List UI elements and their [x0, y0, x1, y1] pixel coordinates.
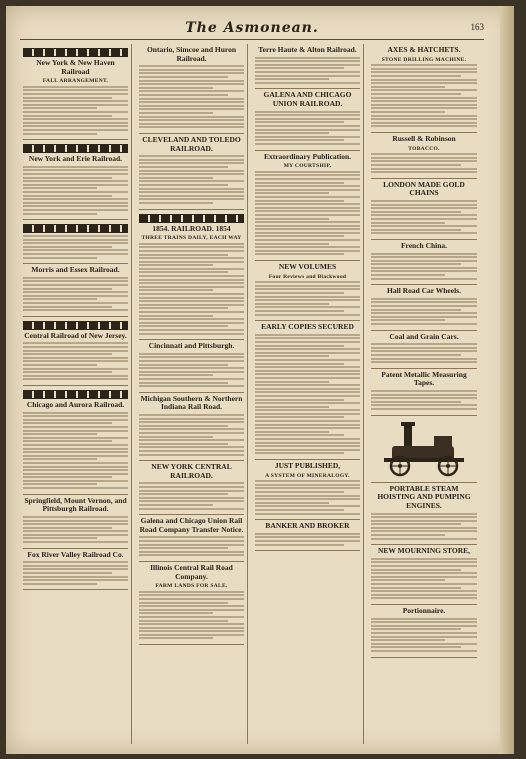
ad-body-text [23, 412, 128, 489]
ad-body-text [371, 153, 477, 173]
advertisement [139, 44, 244, 134]
column-3 [252, 44, 364, 744]
train-cut-illustration [23, 224, 128, 233]
advertisement [23, 44, 128, 140]
ad-body-text [139, 353, 244, 387]
ad-title: GALENA AND CHICAGO UNION RAILROAD. [263, 90, 352, 108]
train-cut-illustration [23, 390, 128, 399]
masthead: The Asmonean. [185, 20, 319, 36]
ad-body-text [371, 253, 477, 280]
ad-body-text [255, 334, 360, 455]
ad-title: NEW VOLUMES [278, 262, 337, 272]
page-spine [500, 6, 514, 754]
advertisement [255, 89, 360, 150]
ad-title: French China. [400, 240, 448, 250]
advertisement [371, 179, 477, 240]
ad-title: JUST PUBLISHED, [274, 461, 341, 470]
ad-subtitle: Four Reviews and Blackwood [268, 273, 347, 280]
ad-title: Morris and Essex Railroad. [31, 265, 120, 275]
advertisement [371, 240, 477, 285]
ad-body-text [255, 171, 360, 256]
train-cut-illustration [23, 321, 128, 330]
advertisement [139, 562, 244, 645]
page-number: 163 [470, 22, 484, 32]
ad-title: Illinois Central Rail Road Company. [150, 562, 233, 581]
advertisement [23, 495, 128, 549]
advertisement [139, 210, 244, 341]
advertisement [371, 545, 477, 605]
ad-body-text [23, 277, 128, 311]
ad-title: NEW MOURNING STORE, [377, 546, 471, 556]
advertisement [255, 460, 360, 520]
ad-body-text [371, 618, 477, 652]
ad-title: Michigan Southern & Northern Indiana Rail Road. [140, 393, 243, 412]
newspaper-page [6, 6, 514, 754]
ad-title: Chicago and Aurora Railroad. [26, 399, 125, 409]
advertisement [255, 321, 360, 460]
page-header [20, 20, 484, 40]
ad-body-text [371, 298, 477, 325]
ad-body-text [139, 591, 244, 640]
ad-title: Cincinnati and Pittsburgh. [148, 341, 235, 351]
ad-title: AXES & HATCHETS. [387, 45, 461, 54]
ad-title: Coal and Grain Cars. [389, 331, 459, 341]
advertisement [23, 549, 128, 591]
column-4 [368, 44, 480, 744]
advertisement [23, 317, 128, 386]
ad-body-text [139, 155, 244, 204]
ad-body-text [139, 536, 244, 556]
ad-body-text [23, 342, 128, 380]
ad-subtitle: FALL ARRANGEMENT. [42, 78, 109, 85]
ad-title: Extraordinary Publication. [263, 151, 352, 161]
columns [20, 44, 484, 744]
ad-title: CLEVELAND AND TOLEDO RAILROAD. [142, 134, 241, 153]
ad-subtitle: TOBACCO. [408, 145, 440, 152]
ad-title: Terre Haute & Alton Railroad. [258, 45, 357, 54]
column-1 [20, 44, 132, 744]
ad-title: Galena and Chicago Union Rail Road Company Transfer Notice. [139, 516, 244, 534]
ad-title: LONDON MADE GOLD CHAINS [383, 179, 465, 198]
ad-body-text [139, 243, 244, 335]
advertisement [255, 261, 360, 321]
ad-body-text [23, 235, 128, 259]
ad-body-text [371, 200, 477, 234]
advertisement [139, 340, 244, 393]
advertisement [139, 393, 244, 461]
column-2 [136, 44, 248, 744]
train-cut-illustration [23, 144, 128, 153]
advertisement [139, 461, 244, 515]
ad-title: Portionnaire. [402, 606, 446, 615]
ad-body-text [255, 480, 360, 514]
ad-body-text [139, 414, 244, 456]
advertisement [371, 133, 477, 179]
ad-title: NEW YORK CENTRAL RAILROAD. [151, 462, 232, 480]
advertisement [139, 134, 244, 210]
ad-title: EARLY COPIES SECURED [261, 322, 354, 332]
ad-title: New York and Erie Railroad. [28, 154, 123, 164]
ad-body-text [23, 516, 128, 543]
ad-subtitle: FARM LANDS FOR SALE. [155, 583, 228, 590]
ad-body-text [255, 533, 360, 546]
ad-subtitle: STONE DRILLING MACHINE. [381, 56, 467, 63]
ad-title: 1854. RAILROAD. 1854 [152, 223, 231, 233]
ad-title: Springfield, Mount Vernon, and Pittsburgh Railroad. [24, 495, 127, 514]
advertisement [23, 220, 128, 264]
ad-subtitle: A SYSTEM OF MINERALOGY. [265, 472, 350, 479]
ad-subtitle: MY COURTSHIP, [283, 163, 332, 170]
advertisement [255, 520, 360, 551]
ad-body-text [255, 281, 360, 315]
train-cut-illustration [23, 48, 128, 57]
advertisement [371, 605, 477, 658]
ad-title: New York & New Haven Railroad [36, 58, 115, 76]
ad-body-text [371, 343, 477, 363]
ad-body-text [23, 86, 128, 135]
ad-title: Fox River Valley Railroad Co. [27, 549, 124, 559]
advertisement [23, 140, 128, 220]
advertisement [371, 369, 477, 416]
ad-body-text [371, 513, 477, 540]
advertisement [371, 483, 477, 546]
advertisement [371, 331, 477, 369]
advertisement [255, 44, 360, 89]
ad-title: PORTABLE STEAM HOISTING AND PUMPING ENGINES. [377, 483, 471, 510]
ad-body-text [371, 390, 477, 410]
advertisement [23, 386, 128, 495]
ad-title: Hall Road Car Wheels. [387, 286, 461, 296]
ad-body-text [23, 166, 128, 215]
advertisement [23, 264, 128, 317]
ad-body-text [371, 558, 477, 600]
ad-body-text [139, 65, 244, 128]
steam-engine-icon [374, 420, 474, 478]
advertisement [255, 151, 360, 261]
advertisement [371, 44, 477, 133]
ad-title: Central Railroad of New Jersey. [24, 330, 127, 340]
ad-body-text [255, 57, 360, 84]
ad-title: Russell & Robinson [392, 133, 456, 143]
ad-title: Patent Metallic Measuring Tapes. [381, 369, 467, 388]
ad-body-text [23, 561, 128, 585]
ad-title: BANKER AND BROKER [265, 521, 350, 531]
ad-subtitle: THREE TRAINS DAILY, EACH WAY [141, 235, 242, 242]
ad-body-text [371, 64, 477, 127]
ad-body-text [139, 482, 244, 509]
advertisement [371, 285, 477, 330]
steam-engine-illustration [371, 416, 477, 483]
ad-body-text [255, 111, 360, 145]
ad-title: Ontario, Simcoe and Huron Railroad. [146, 45, 237, 63]
advertisement [139, 515, 244, 562]
train-cut-illustration [139, 214, 244, 223]
